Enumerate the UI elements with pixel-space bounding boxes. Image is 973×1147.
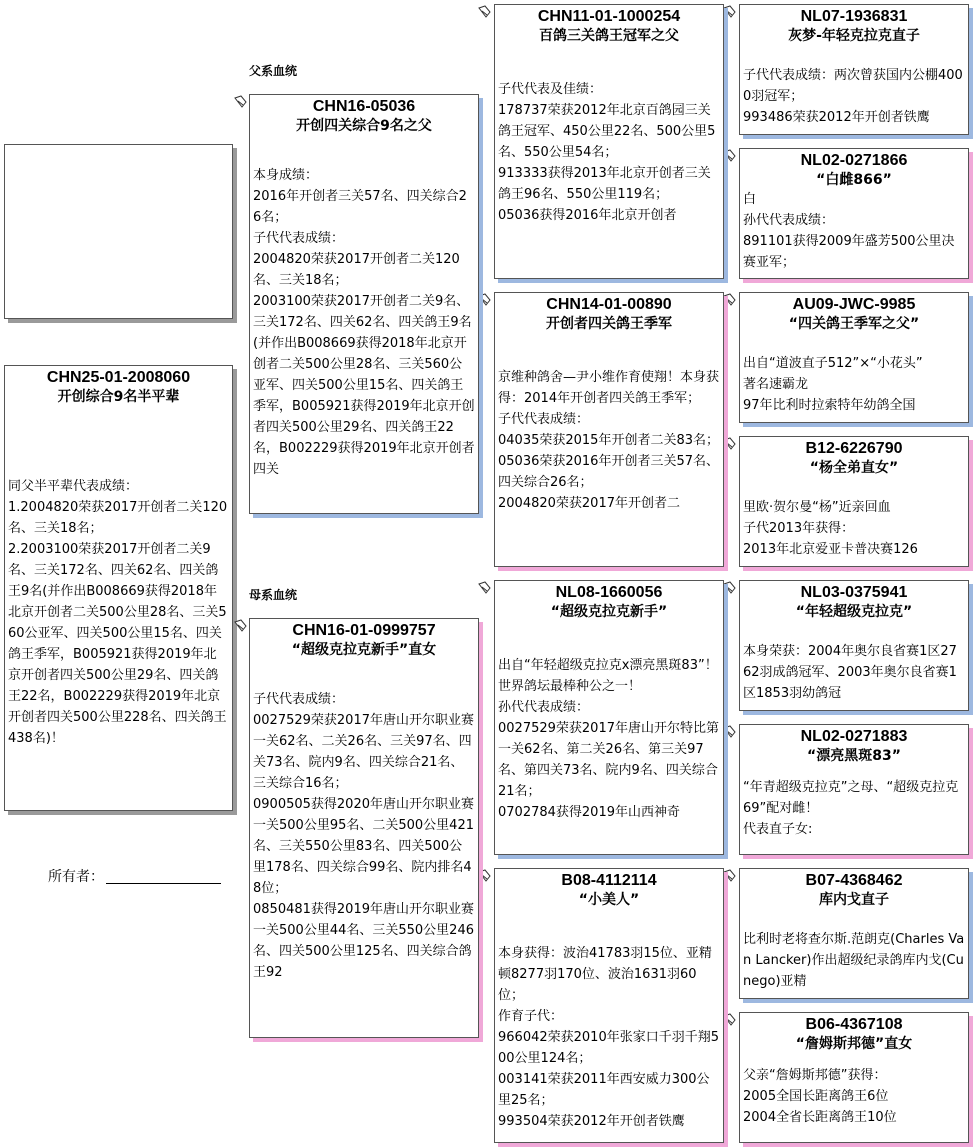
pigeon-name: “詹姆斯邦德”直女: [795, 1036, 913, 1052]
sdd-card: [739, 436, 969, 567]
owner-line: [106, 871, 221, 884]
pencil-icon[interactable]: [723, 5, 736, 18]
sire-dam-card: [494, 292, 724, 567]
dam-card: [249, 618, 479, 1038]
sss-card: [739, 4, 969, 135]
pencil-icon[interactable]: [234, 95, 247, 108]
ring-number: NL03-0375941: [800, 584, 908, 601]
ring-number: B07-4368462: [805, 872, 903, 889]
owner-field: [48, 866, 221, 886]
pigeon-notes: 里欧·贺尔曼“杨”近亲回血 子代2013年获得： 2013年北京爱亚卡普决赛126: [743, 500, 918, 557]
pigeon-notes: 白 孙代代表成绩： 891101获得2009年盛芳500公里决赛亚军；: [743, 192, 955, 270]
ring-number: NL02-0271883: [800, 728, 908, 745]
pigeon-notes: 比利时老将查尔斯.范朗克(Charles Van Lancker)作出超级纪录鸽库内戈(Cunego)亚精: [743, 932, 965, 989]
pigeon-name: “杨全弟直女”: [809, 460, 899, 476]
pigeon-name: 库内戈直子: [819, 892, 889, 908]
owner-label: 所有者：: [48, 869, 104, 885]
pigeon-name: “小美人”: [578, 892, 640, 908]
ring-number: NL07-1936831: [800, 8, 908, 25]
pigeon-name: “超级克拉克新手”: [550, 604, 668, 620]
pigeon-notes: 出自“道波直子512”×“小花头” 著名速霸龙 97年比利时拉索特年幼鸽全国: [743, 356, 923, 413]
pigeon-notes: 父亲“詹姆斯邦德”获得： 2005全国长距离鸽王6位 2004全省长距离鸽王10位: [743, 1068, 897, 1125]
pigeon-notes: “年青超级克拉克”之母、“超级克拉克69”配对雌！ 代表直子女:: [743, 780, 959, 837]
pigeon-notes: 子代代表成绩：两次曾获国内公棚4000羽冠军； 993486荣获2012年开创者铁鹰: [743, 68, 963, 125]
ring-number: NL08-1660056: [555, 584, 663, 601]
pigeon-notes: 出自“年轻超级克拉克x漂亮黑斑83”！世界鸽坛最棒种公之一！ 孙代代表成绩： 0027529荣获2017年唐山开尔特比第一关62名、第二关26名、第三关97名、第四关73名、院内9名、四关综合21名； 0702784获得2019年山西神奇: [498, 658, 719, 820]
ring-number: B08-4112114: [561, 872, 657, 889]
ring-number: B12-6226790: [805, 440, 903, 457]
pigeon-name: “四关鸽王季军之父”: [788, 316, 920, 332]
dsd-card: [739, 724, 969, 855]
pigeon-notes: 京维种鸽舍—尹小维作育使翔！本身获得：2014年开创者四关鸽王季军； 子代代表成绩： 04035荣获2015年开创者二关83名； 05036荣获2016年开创者三关57名、四关综合26名； 2004820荣获2017年开创者二: [498, 370, 720, 511]
pigeon-name: “漂亮黑斑83”: [807, 748, 901, 764]
pigeon-name: “超级克拉克新手”直女: [291, 642, 437, 658]
pigeon-name: “年轻超级克拉克”: [795, 604, 913, 620]
pigeon-notes: 本身获得：波治41783羽15位、亚精顿8277羽170位、波治1631羽60位； 作育子代： 966042荣获2010年张家口千羽千翔500公里124名； 003141荣获2011年西安威力300公里25名； 993504荣获2012年开创者铁鹰: [498, 946, 719, 1129]
dam-line-label: 母系血统: [249, 588, 298, 602]
pencil-icon[interactable]: [478, 581, 491, 594]
pencil-icon[interactable]: [723, 149, 736, 162]
pigeon-name: “白雌866”: [816, 172, 892, 188]
ring-number: CHN16-01-0999757: [292, 622, 436, 639]
pigeon-notes: 子代代表成绩： 0027529荣获2017年唐山开尔职业赛一关62名、二关26名、三关97名、四关73名、院内9名、四关综合21名、三关综合16名； 0900505获得2020年唐山开尔职业赛一关500公里95名、二关500公里421名、三关550公里83名、四关500公里178名、四关综合99名、院内排名48位； 0850481获得2019年唐山开尔职业赛一关500公里44名、三关550公里246名、四关500公里125名、四关综合鸽王92: [253, 692, 474, 980]
ring-number: CHN25-01-2008060: [46, 369, 191, 386]
dam-dam-card: [494, 868, 724, 1143]
photo-frame: [4, 144, 233, 319]
dss-card: [739, 580, 969, 711]
dds-card: [739, 868, 969, 999]
ring-number: CHN14-01-00890: [546, 296, 672, 313]
pencil-icon[interactable]: [234, 619, 247, 632]
pencil-icon[interactable]: [478, 293, 491, 306]
dam-sire-card: [494, 580, 724, 855]
ssd-card: [739, 148, 969, 279]
pencil-icon[interactable]: [723, 725, 736, 738]
sds-card: [739, 292, 969, 423]
pencil-icon[interactable]: [723, 437, 736, 450]
sire-sire-card: [494, 4, 724, 279]
pigeon-notes: 子代代表及佳绩： 178737荣获2012年北京百鸽园三关鸽王冠军、450公里22名、500公里5名、550公里54名； 913333获得2013年北京开创者三关鸽王96名、550公里119名； 05036获得2016年北京开创者: [498, 82, 716, 223]
pencil-icon[interactable]: [723, 869, 736, 882]
pigeon-name: 开创四关综合9名之父: [296, 118, 432, 134]
pigeon-name: 开创者四关鸽王季军: [546, 316, 672, 332]
pigeon-name: 灰梦-年轻克拉克直子: [788, 28, 920, 44]
subject-card: [4, 365, 233, 811]
ddd-card: [739, 1012, 969, 1143]
pencil-icon[interactable]: [478, 5, 491, 18]
pigeon-notes: 同父半平辈代表成绩： 1.2004820荣获2017开创者二关120名、三关18名； 2.2003100荣获2017开创者二关9名、三关172名、四关62名、四关鸽王9名(并作出B008669获得2018年北京开创者二关500公里28名、三关560公亚军、四关500公里15名、四关鸽王季军，B005921获得2019年北京开创者四关500公里29名、四关鸽王22名，B002229获得2019年北京开创者四关500公里228名、四关鸽王438名)！: [8, 479, 228, 746]
sire-card: [249, 94, 479, 514]
pigeon-notes: 本身荣获：2004年奥尔良省赛1区2762羽成鸽冠军、2003年奥尔良省赛1区1853羽幼鸽冠: [743, 644, 957, 701]
ring-number: CHN16-05036: [312, 98, 416, 115]
ring-number: NL02-0271866: [800, 152, 908, 169]
ring-number: CHN11-01-1000254: [537, 8, 681, 25]
pigeon-name: 百鸽三关鸽王冠军之父: [539, 28, 679, 44]
pigeon-name: 开创综合9名半平辈: [57, 389, 180, 405]
sire-line-label: 父系血统: [249, 64, 298, 78]
pencil-icon[interactable]: [723, 293, 736, 306]
pencil-icon[interactable]: [478, 869, 491, 882]
ring-number: AU09-JWC-9985: [792, 296, 916, 313]
pencil-icon[interactable]: [723, 581, 736, 594]
ring-number: B06-4367108: [805, 1016, 903, 1033]
pigeon-notes: 本身成绩： 2016年开创者三关57名、四关综合26名； 子代代表成绩： 2004820荣获2017开创者二关120名、三关18名； 2003100荣获2017开创者二关9名、三关172名、四关62名、四关鸽王9名(并作出B008669获得2018年北京开创者二关500公里28名、三关560公亚军、四关500公里15名、四关鸽王季军，B005921获得2019年北京开创者四关500公里29名、四关鸽王22名，B002229获得2019年北京开创者四关: [253, 168, 475, 477]
pencil-icon[interactable]: [723, 1013, 736, 1026]
